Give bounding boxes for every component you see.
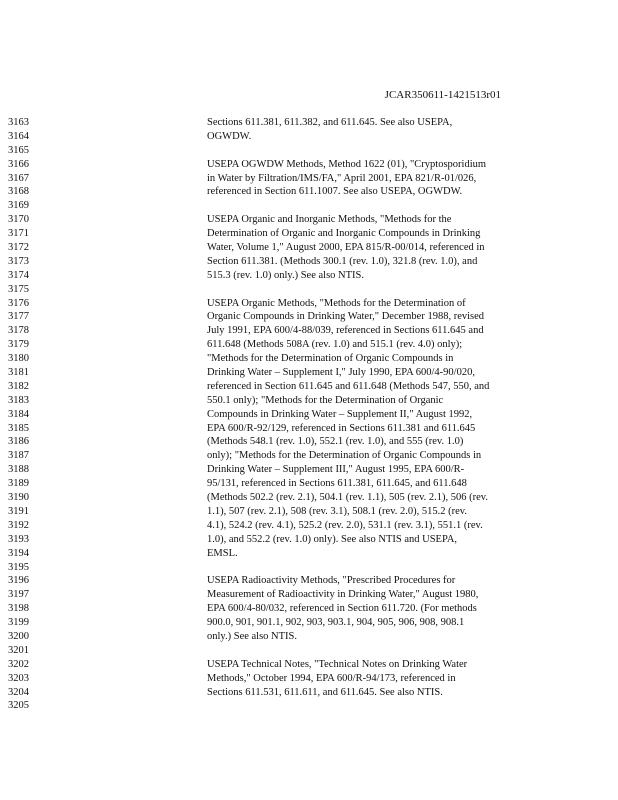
line-number: 3164 [8,130,29,142]
document-line [0,172,618,186]
document-line [0,588,618,602]
line-text: USEPA Organic and Inorganic Methods, "Methods for the [207,214,452,226]
document-line [0,630,618,644]
line-number: 3172 [8,242,29,254]
line-number: 3190 [8,492,29,504]
line-text: EPA 600/4-80/032, referenced in Section 611.720. (For methods [207,603,477,615]
document-line [0,408,618,422]
document-line [0,519,618,533]
line-text: Water, Volume 1," August 2000, EPA 815/R-00/014, referenced in [207,242,485,254]
line-text: Section 611.381. (Methods 300.1 (rev. 1.0), 321.8 (rev. 1.0), and [207,255,478,267]
line-text: Drinking Water – Supplement III," August 1995, EPA 600/R- [207,464,465,476]
document-line [0,547,618,561]
document-line [0,672,618,686]
line-number: 3195 [8,561,29,573]
document-line [0,422,618,436]
document-line [0,297,618,311]
document-line [0,491,618,505]
line-text: USEPA Radioactivity Methods, "Prescribed Procedures for [207,575,456,587]
line-number: 3167 [8,172,29,184]
document-line [0,366,618,380]
line-text: only); "Methods for the Determination of Organic Compounds in [207,450,482,462]
line-text: 1.1), 507 (rev. 2.1), 508 (rev. 3.1), 508.1 (rev. 2.0), 515.2 (rev. [207,505,467,517]
line-text: EPA 600/R-92/129, referenced in Sections 611.381 and 611.645 [207,422,476,434]
line-text: referenced in Section 611.1007. See also USEPA, OGWDW. [207,186,463,198]
document-line [0,213,618,227]
document-line [0,324,618,338]
line-text: 95/131, referenced in Sections 611.381, 611.645, and 611.648 [207,478,467,490]
document-line [0,449,618,463]
line-number: 3185 [8,422,29,434]
line-text: Drinking Water – Supplement I," July 1990, EPA 600/4-90/020, [207,367,475,379]
line-number: 3186 [8,436,29,448]
line-number: 3205 [8,700,29,712]
line-number: 3166 [8,158,29,170]
line-number: 3187 [8,450,29,462]
line-number: 3202 [8,658,29,670]
document-line [0,185,618,199]
document-line [0,658,618,672]
document-line [0,505,618,519]
line-number: 3168 [8,186,29,198]
document-line [0,241,618,255]
line-number: 3194 [8,547,29,559]
line-text: July 1991, EPA 600/4-88/039, referenced in Sections 611.645 and [207,325,484,337]
line-text: Sections 611.381, 611.382, and 611.645. See also USEPA, [207,117,453,128]
document-line [0,477,618,491]
line-number: 3169 [8,200,29,212]
line-number: 3163 [8,117,29,128]
line-number: 3174 [8,269,29,281]
line-number: 3178 [8,325,29,337]
line-text: EMSL. [207,547,238,559]
document-line [0,338,618,352]
document-line [0,269,618,283]
line-number: 3181 [8,367,29,379]
document-line [0,199,618,213]
line-number: 3192 [8,519,29,531]
line-number: 3191 [8,505,29,517]
line-number: 3188 [8,464,29,476]
line-text: referenced in Section 611.645 and 611.648 (Methods 547, 550, and [207,380,490,392]
document-line [0,158,618,172]
line-number: 3177 [8,311,29,323]
line-text: 900.0, 901, 901.1, 902, 903, 903.1, 904, 905, 906, 908, 908.1 [207,617,465,629]
line-text: USEPA Organic Methods, "Methods for the Determination of [207,297,466,309]
line-number: 3198 [8,603,29,615]
line-text: 611.648 (Methods 508A (rev. 1.0) and 515.1 (rev. 4.0) only); [207,339,463,351]
line-number: 3176 [8,297,29,309]
line-text: 515.3 (rev. 1.0) only.) See also NTIS. [207,269,364,281]
document-id-header: JCAR350611-1421513r01 [384,89,501,101]
line-number: 3170 [8,214,29,226]
document-line [0,574,618,588]
document-line [0,394,618,408]
line-text: 550.1 only); "Methods for the Determination of Organic [207,394,444,406]
document-line [0,699,618,713]
document-line [0,130,618,144]
line-number: 3204 [8,686,29,698]
line-number: 3183 [8,394,29,406]
line-number: 3189 [8,478,29,490]
line-text: OGWDW. [207,130,252,142]
line-number: 3201 [8,644,29,656]
line-text: Sections 611.531, 611.611, and 611.645. See also NTIS. [207,686,443,698]
document-line [0,435,618,449]
document-line [0,644,618,658]
document-line [0,255,618,269]
document-line [0,352,618,366]
document-line [0,380,618,394]
line-number: 3203 [8,672,29,684]
line-number: 3200 [8,630,29,642]
document-line [0,602,618,616]
line-text: USEPA Technical Notes, "Technical Notes on Drinking Water [207,658,468,670]
line-text: Measurement of Radioactivity in Drinking Water," August 1980, [207,589,479,601]
line-number: 3197 [8,589,29,601]
numbered-text-body [0,116,618,713]
line-number: 3180 [8,353,29,365]
line-text: only.) See also NTIS. [207,630,298,642]
line-number: 3196 [8,575,29,587]
document-line [0,144,618,158]
document-line [0,463,618,477]
line-number: 3199 [8,617,29,629]
line-text: Organic Compounds in Drinking Water," December 1988, revised [207,311,485,323]
line-text: USEPA OGWDW Methods, Method 1622 (01), "Cryptosporidium [207,158,487,170]
document-line [0,616,618,630]
line-text: (Methods 548.1 (rev. 1.0), 552.1 (rev. 1.0), and 555 (rev. 1.0) [207,436,464,448]
line-text: 4.1), 524.2 (rev. 4.1), 525.2 (rev. 2.0), 531.1 (rev. 3.1), 551.1 (rev. [207,519,483,531]
document-line [0,561,618,575]
line-text: in Water by Filtration/IMS/FA," April 2001, EPA 821/R-01/026, [207,172,477,184]
line-text: "Methods for the Determination of Organic Compounds in [207,353,454,365]
document-line [0,533,618,547]
document-line [0,686,618,700]
document-line [0,227,618,241]
line-number: 3193 [8,533,29,545]
line-text: Methods," October 1994, EPA 600/R-94/173, referenced in [207,672,456,684]
line-number: 3175 [8,283,29,295]
line-number: 3165 [8,144,29,156]
document-line [0,310,618,324]
line-text: Compounds in Drinking Water – Supplement II," August 1992, [207,408,473,420]
line-number: 3173 [8,255,29,267]
line-number: 3182 [8,380,29,392]
line-number: 3184 [8,408,29,420]
line-text: Determination of Organic and Inorganic Compounds in Drinking [207,228,481,240]
document-line [0,283,618,297]
document-line [0,116,618,130]
line-number: 3179 [8,339,29,351]
line-text: (Methods 502.2 (rev. 2.1), 504.1 (rev. 1.1), 505 (rev. 2.1), 506 (rev. [207,492,488,504]
line-number: 3171 [8,228,29,240]
line-text: 1.0), and 552.2 (rev. 1.0) only). See also NTIS and USEPA, [207,533,458,545]
